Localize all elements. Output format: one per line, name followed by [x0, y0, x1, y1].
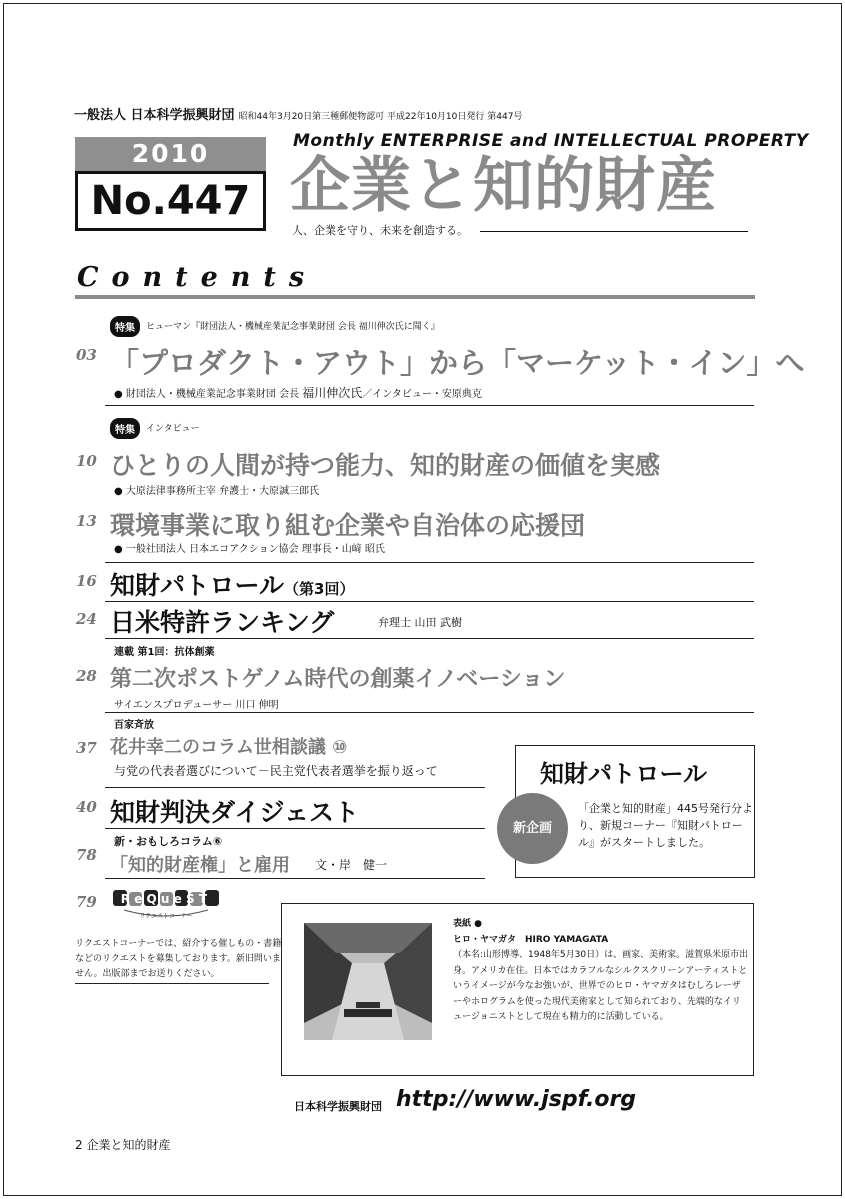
magazine-title-en: Monthly ENTERPRISE and INTELLECTUAL PROPERTY — [293, 131, 809, 151]
page-number: 13 — [76, 512, 97, 530]
article-subline: ● 財団法人・機械産業記念事業財団 会長 福川伸次氏／インタビュー・安原典克 — [114, 386, 482, 400]
special-badge: 特集 — [110, 316, 140, 337]
contents-bar — [75, 295, 755, 299]
page-number: 10 — [76, 452, 97, 470]
magazine-title: 企業と知的財産 — [290, 151, 717, 221]
page-number: 16 — [76, 572, 97, 590]
photo-steps — [356, 1002, 380, 1008]
divider — [105, 712, 754, 713]
page-number: 79 — [76, 893, 97, 911]
request-logo — [112, 888, 220, 924]
photo-steps — [344, 1009, 392, 1017]
request-text: リクエストコーナーでは、紹介する催しもの・書籍などのリクエストを募集しております。新旧問いません。出版部までお送りください。 — [75, 939, 282, 979]
patrol-text: 「企業と知的財産」445号発行分より、新規コーナー『知財パトロール』がスタートしました。 — [578, 802, 753, 849]
article-author: 弁理士 山田 武樹 — [378, 616, 462, 629]
article-author: 文・岸 健一 — [315, 858, 388, 872]
page-number: 28 — [76, 667, 97, 685]
publisher-name: 一般法人 日本科学振興財団 — [74, 108, 235, 123]
issue-year: 2010 — [75, 137, 266, 171]
article-title[interactable]: 環境事業に取り組む企業や自治体の応援団 — [110, 511, 586, 540]
article-title[interactable]: 知財判決ダイジェスト — [110, 798, 360, 827]
new-feature-badge: 新企画 — [497, 793, 568, 864]
entry-kicker: 特集 ヒューマン『財団法人・機械産業記念事業財団 会長 福川伸次氏に聞く』 — [110, 316, 440, 337]
cover-photo — [304, 923, 432, 1040]
contents-heading: Contents — [77, 262, 318, 293]
divider — [105, 787, 485, 788]
site-org: 日本科学振興財団 — [294, 1100, 382, 1113]
cover-caption: 表紙 ● ヒロ・ヤマガタ HIRO YAMAGATA （本名:山形博導、1948年5月30日）は、画家、美術家。滋賀県米原市出身。アメリカ在住。日本ではカラフルなシルクスクリーンアーティストというイメージが今なお強いが、世界でのヒロ・ヤマガタはむしろレーザーやホログラムを使った現代美術家として知られており、先端的なイリュージョニストとして現在も精力的に活動している。 — [453, 919, 749, 1022]
article-title[interactable]: 知財パトロール（第3回） — [110, 571, 355, 600]
tagline: 人、企業を守り、未来を創造する。 — [292, 224, 468, 237]
footer-page-number: 2 — [75, 1138, 83, 1152]
article-title[interactable]: 第二次ポストゲノム時代の創薬イノベーション — [110, 667, 566, 692]
logo-subtext: リクエストコーナー — [139, 913, 193, 920]
page-number: 03 — [76, 346, 97, 364]
tagline-rule — [480, 231, 748, 232]
entry-kicker: 百家斉放 — [114, 720, 154, 731]
postal-note: 昭和44年3月20日第三種郵便物認可 平成22年10月10日発行 第447号 — [238, 112, 523, 122]
divider — [75, 983, 269, 984]
article-title[interactable]: 「知的財産権」と雇用 — [110, 855, 290, 876]
article-subline: 与党の代表者選びについて－民主党代表者選挙を振り返って — [114, 764, 438, 778]
patrol-title: 知財パトロール — [540, 760, 708, 788]
logo-text: ReQueST — [120, 892, 212, 906]
issue-number: No.447 — [75, 171, 266, 231]
divider — [105, 828, 485, 829]
page-number: 24 — [76, 610, 97, 628]
divider — [105, 638, 754, 639]
article-title[interactable]: ひとりの人間が持つ能力、知的財産の価値を実感 — [110, 451, 661, 480]
divider — [105, 601, 754, 602]
divider — [105, 878, 485, 879]
special-badge: 特集 — [110, 418, 140, 439]
article-subline: ● 大原法律事務所主宰 弁護士・大原誠三郎氏 — [114, 486, 320, 497]
article-subline: サイエンスプロデューサー 川口 伸明 — [114, 700, 279, 711]
site-url-link[interactable]: http://www.jspf.org — [396, 1087, 637, 1112]
entry-kicker: 連載 第1回：抗体創薬 — [114, 647, 215, 658]
page-number: 40 — [76, 798, 97, 816]
entry-kicker: 特集 インタビュー — [110, 418, 200, 439]
page-number: 78 — [76, 846, 97, 864]
article-title[interactable]: 日米特許ランキング — [110, 608, 335, 637]
publisher-line — [74, 104, 522, 123]
divider — [105, 405, 754, 406]
article-title[interactable]: 花井幸二のコラム世相談議 ⑩ — [110, 737, 348, 758]
entry-kicker: 新・おもしろコラム⑥ — [114, 835, 223, 848]
footer-label: 企業と知的財産 — [86, 1138, 171, 1152]
article-title[interactable]: 「プロダクト・アウト」から「マーケット・イン」へ — [110, 346, 805, 380]
article-subline: ● 一般社団法人 日本エコアクション協会 理事長・山﨑 昭氏 — [114, 544, 385, 555]
page-footer — [75, 1136, 170, 1153]
page-number: 37 — [76, 739, 97, 757]
divider — [105, 562, 754, 563]
